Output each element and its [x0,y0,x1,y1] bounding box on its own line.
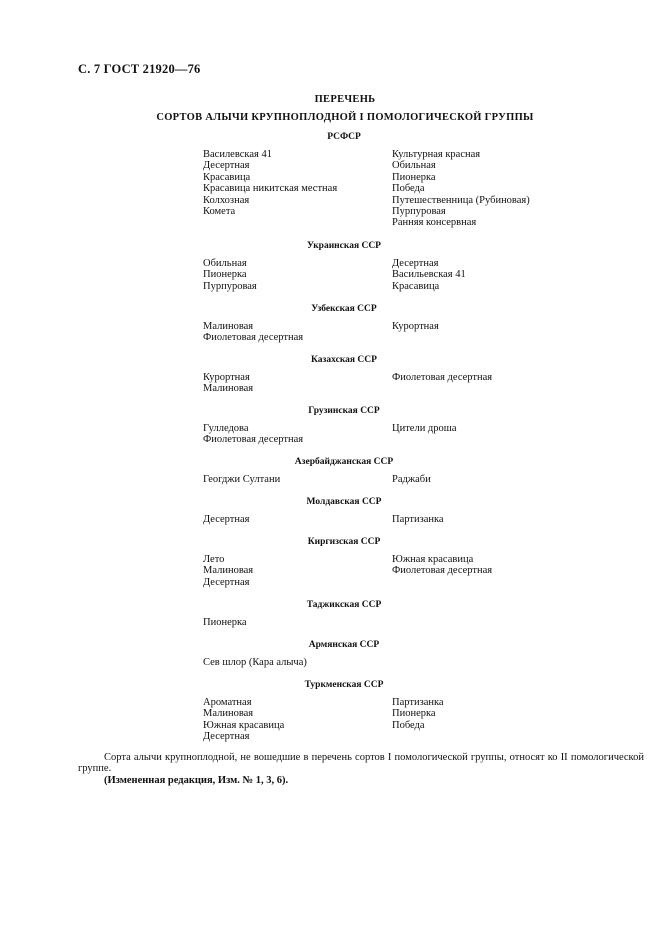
variety-item: Красавица [392,280,440,292]
variety-list-left [203,258,257,292]
section-title: Грузинская ССР [308,406,380,416]
variety-item: Пионерка [203,617,247,628]
variety-item: Фиолетовая десертная [392,372,493,383]
document-subtitle: СОРТОВ АЛЫЧИ КРУПНОПЛОДНОЙ I ПОМОЛОГИЧЕСКОЙ ГРУППЫ [156,112,534,123]
variety-item: Обильная [392,160,436,172]
variety-list-left [203,423,303,446]
section-title: Молдавская ССР [306,497,382,507]
variety-item: Фиолетовая десертная [203,332,304,344]
variety-item: Лето [203,554,225,565]
variety-list-left [203,617,247,628]
variety-list-left [203,514,249,525]
variety-item: Южная красавица [392,554,474,565]
section-title: РСФСР [327,132,361,142]
variety-list-right [392,321,439,332]
variety-item: Десертная [203,160,250,172]
footnote-paragraph: Сорта алычи крупноплодной, не вошедшие в перечень сортов I помологической группы, относят ко II помологической группе. [78,752,644,775]
section-title: Украинская ССР [307,241,381,251]
variety-item: Курортная [392,321,439,332]
section-title: Киргизская ССР [307,537,381,547]
variety-item: Фиолетовая десертная [392,565,493,577]
section-title: Таджикская ССР [306,600,382,610]
page-header: С. 7 ГОСТ 21920—76 [78,62,201,76]
variety-list-right [392,514,444,525]
variety-list-left [203,321,303,344]
variety-item: Красавица [203,171,251,183]
variety-item: Победа [392,719,425,731]
amendment-note: (Измененная редакция, Изм. № 1, 3, 6). [104,775,289,786]
variety-list-left [203,372,253,395]
variety-item: Геогджи Султани [203,474,281,485]
variety-list-right [392,474,431,485]
variety-list-left [203,657,307,668]
variety-item: Партизанка [392,514,444,525]
variety-item: Сев шлор (Кара алыча) [203,657,307,668]
variety-item: Пионерка [203,269,247,281]
variety-item: Десертная [392,258,439,269]
variety-list-right [392,423,457,434]
variety-item: Десертная [203,576,250,588]
variety-list-left [203,554,253,588]
variety-item: Малиновая [203,565,254,577]
variety-item: Малиновая [203,383,254,395]
variety-list-right [392,149,530,229]
variety-list-left [203,149,337,217]
variety-item: Пионерка [392,171,436,183]
variety-item: Пионерка [392,708,436,720]
variety-item: Культурная красная [392,149,481,160]
variety-list-right [392,554,492,577]
variety-item: Десертная [203,514,250,525]
variety-item: Фиолетовая десертная [203,434,304,446]
variety-list-left [203,474,280,485]
variety-item: Партизанка [392,697,444,708]
variety-list-right [392,697,444,731]
variety-list-left [203,697,284,743]
variety-item: Десертная [203,731,250,743]
variety-item: Раджаби [392,474,431,485]
variety-item: Пурпуровая [203,280,257,292]
variety-item: Гулледова [203,423,249,434]
variety-item: Цители дроша [392,423,457,434]
document-title: ПЕРЕЧЕНЬ [314,94,376,105]
variety-item: Пурпуровая [392,206,446,218]
variety-item: Комета [203,206,236,218]
variety-item: Красавица никитская местная [203,183,338,195]
variety-item: Победа [392,183,425,195]
variety-item: Малиновая [203,708,254,720]
variety-item: Колхозная [203,194,250,206]
variety-item: Курортная [203,372,250,383]
variety-item: Путешественница (Рубиновая) [392,194,530,206]
variety-item: Васильевская 41 [392,269,466,281]
variety-item: Ранняя консервная [392,217,477,229]
variety-item: Ароматная [203,697,252,708]
section-title: Туркменская ССР [304,680,384,690]
variety-list-right [392,372,492,383]
variety-item: Василевская 41 [203,149,272,160]
section-title: Азербайджанская ССР [294,457,394,467]
section-title: Узбекская ССР [311,304,377,314]
variety-item: Южная красавица [203,719,285,731]
variety-list-right [392,258,466,292]
section-title: Казахская ССР [311,355,377,365]
variety-item: Малиновая [203,321,254,332]
section-title: Армянская ССР [308,640,380,650]
variety-item: Обильная [203,258,247,269]
